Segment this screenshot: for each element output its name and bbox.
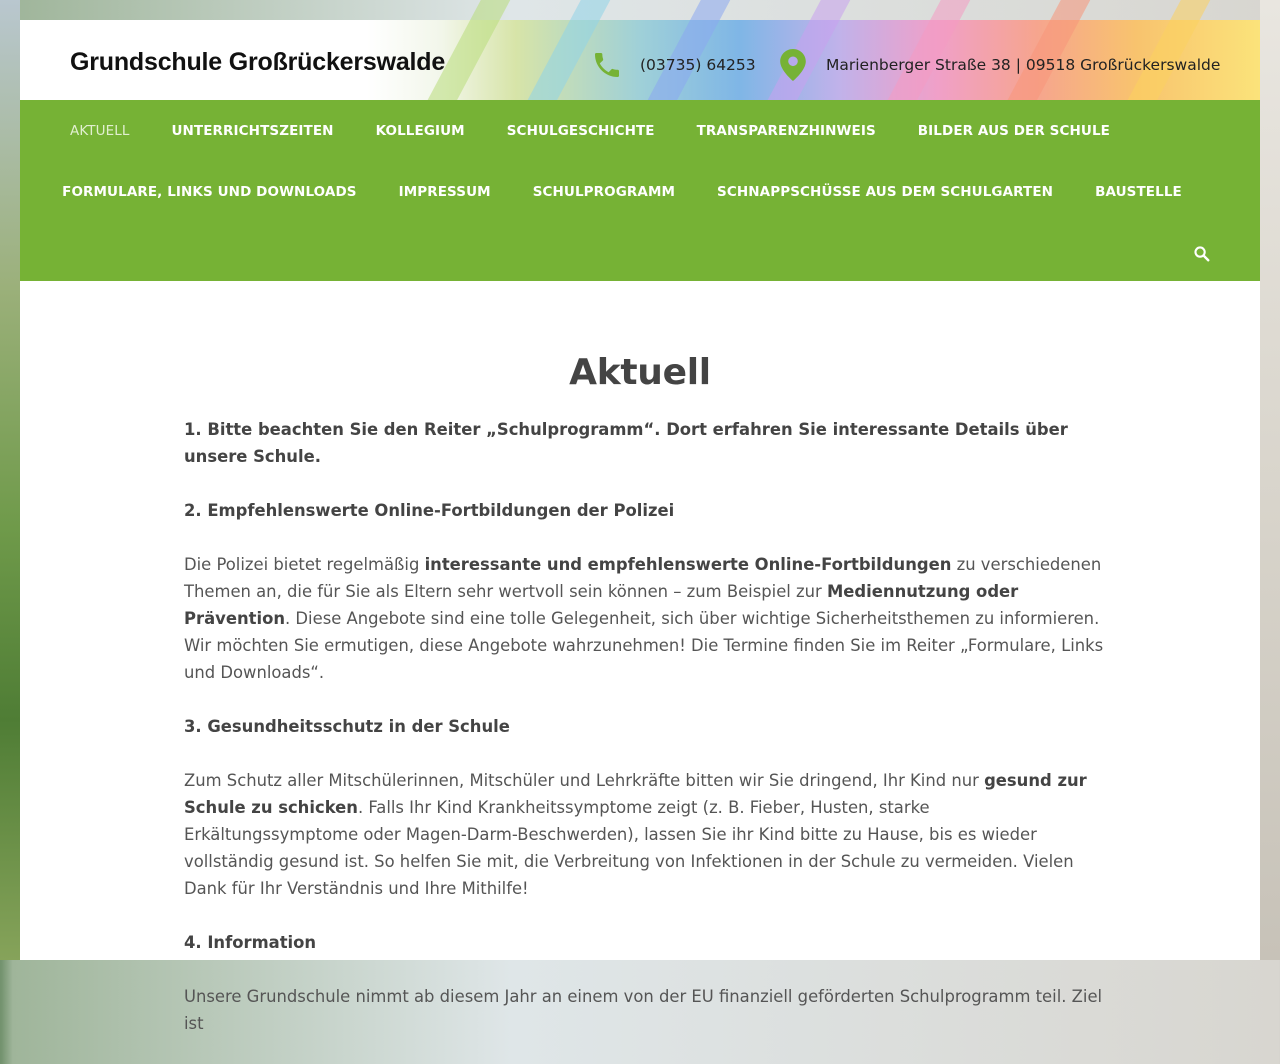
main-navigation — [20, 100, 1260, 281]
address-contact — [776, 48, 1220, 82]
section-heading-4: 4. Information — [184, 933, 317, 952]
nav-item-kollegium[interactable]: KOLLEGIUM — [375, 122, 465, 139]
nav-row-1 — [20, 100, 1260, 161]
nav-item-aktuell[interactable]: AKTUELL — [70, 122, 130, 139]
page-title: Aktuell — [569, 352, 711, 393]
nav-item-bilder-aus-der-schule[interactable]: BILDER AUS DER SCHULE — [917, 122, 1110, 139]
site-header — [20, 20, 1260, 100]
nav-item-schulgeschichte[interactable]: SCHULGESCHICHTE — [506, 122, 655, 139]
section-heading-3: 3. Gesundheitsschutz in der Schule — [184, 717, 510, 736]
article-content — [184, 416, 1104, 1064]
nav-item-schulprogramm[interactable]: SCHULPROGRAMM — [532, 183, 676, 200]
background-right — [1260, 0, 1280, 960]
paragraph-information: Unsere Grundschule nimmt ab diesem Jahr an einem von der EU finanziell geförderten Schulprogramm teil. Ziel ist — [184, 987, 1103, 1033]
background-left — [0, 0, 20, 960]
nav-item-impressum[interactable]: IMPRESSUM — [398, 183, 491, 200]
phone-number: (03735) 64253 — [640, 56, 756, 74]
search-icon — [1193, 245, 1210, 262]
notice-1: 1. Bitte beachten Sie den Reiter „Schulprogramm“. Dort erfahren Sie interessante Details über unsere Schule. — [184, 420, 1068, 466]
nav-row-2 — [20, 161, 1260, 222]
phone-icon — [590, 48, 624, 82]
section-heading-2: 2. Empfehlenswerte Online-Fortbildungen der Polizei — [184, 501, 675, 520]
nav-item-baustelle[interactable]: BAUSTELLE — [1095, 183, 1182, 200]
page-container — [20, 20, 1260, 1033]
phone-contact[interactable] — [590, 48, 756, 82]
paragraph-police: Die Polizei bietet regelmäßig interessante und empfehlenswerte Online-Fortbildungen zu verschiedenen Themen an, die für Sie als Eltern sehr wertvoll sein können – zum Beispiel zur Mediennutzung oder Prävention. Diese Angebote sind eine tolle Gelegenheit, sich über wichtige Sicherheitsthemen zu informieren. Wir möchten Sie ermutigen, diese Angebote wahrzunehmen! Die Termine finden Sie im Reiter „Formulare, Links und Downloads“. — [184, 555, 1104, 682]
paragraph-health: Zum Schutz aller Mitschülerinnen, Mitschüler und Lehrkräfte bitten wir Sie dringend, Ihr Kind nur gesund zur Schule zu schicken. Falls Ihr Kind Krankheitssymptome zeigt (z. B. Fieber, Husten, starke Erkältungssymptome oder Magen-Darm-Beschwerden), lassen Sie ihr Kind bitte zu Hause, bis es wieder vollständig gesund ist. So helfen Sie mit, die Verbreitung von Infektionen in der Schule zu vermeiden. Vielen Dank für Ihr Verständnis und Ihre Mithilfe! — [184, 771, 1087, 898]
nav-item-schnappschuesse[interactable]: SCHNAPPSCHÜSSE AUS DEM SCHULGARTEN — [717, 183, 1054, 200]
nav-item-transparenzhinweis[interactable]: TRANSPARENZHINWEIS — [696, 122, 876, 139]
location-pin-icon — [776, 48, 810, 82]
site-title[interactable]: Grundschule Großrückerswalde — [70, 48, 446, 76]
nav-item-formulare[interactable]: FORMULARE, LINKS UND DOWNLOADS — [62, 183, 357, 200]
nav-item-unterrichtszeiten[interactable]: UNTERRICHTSZEITEN — [171, 122, 334, 139]
search-button[interactable] — [1190, 242, 1212, 264]
address-text: Marienberger Straße 38 | 09518 Großrückerswalde — [826, 56, 1221, 74]
